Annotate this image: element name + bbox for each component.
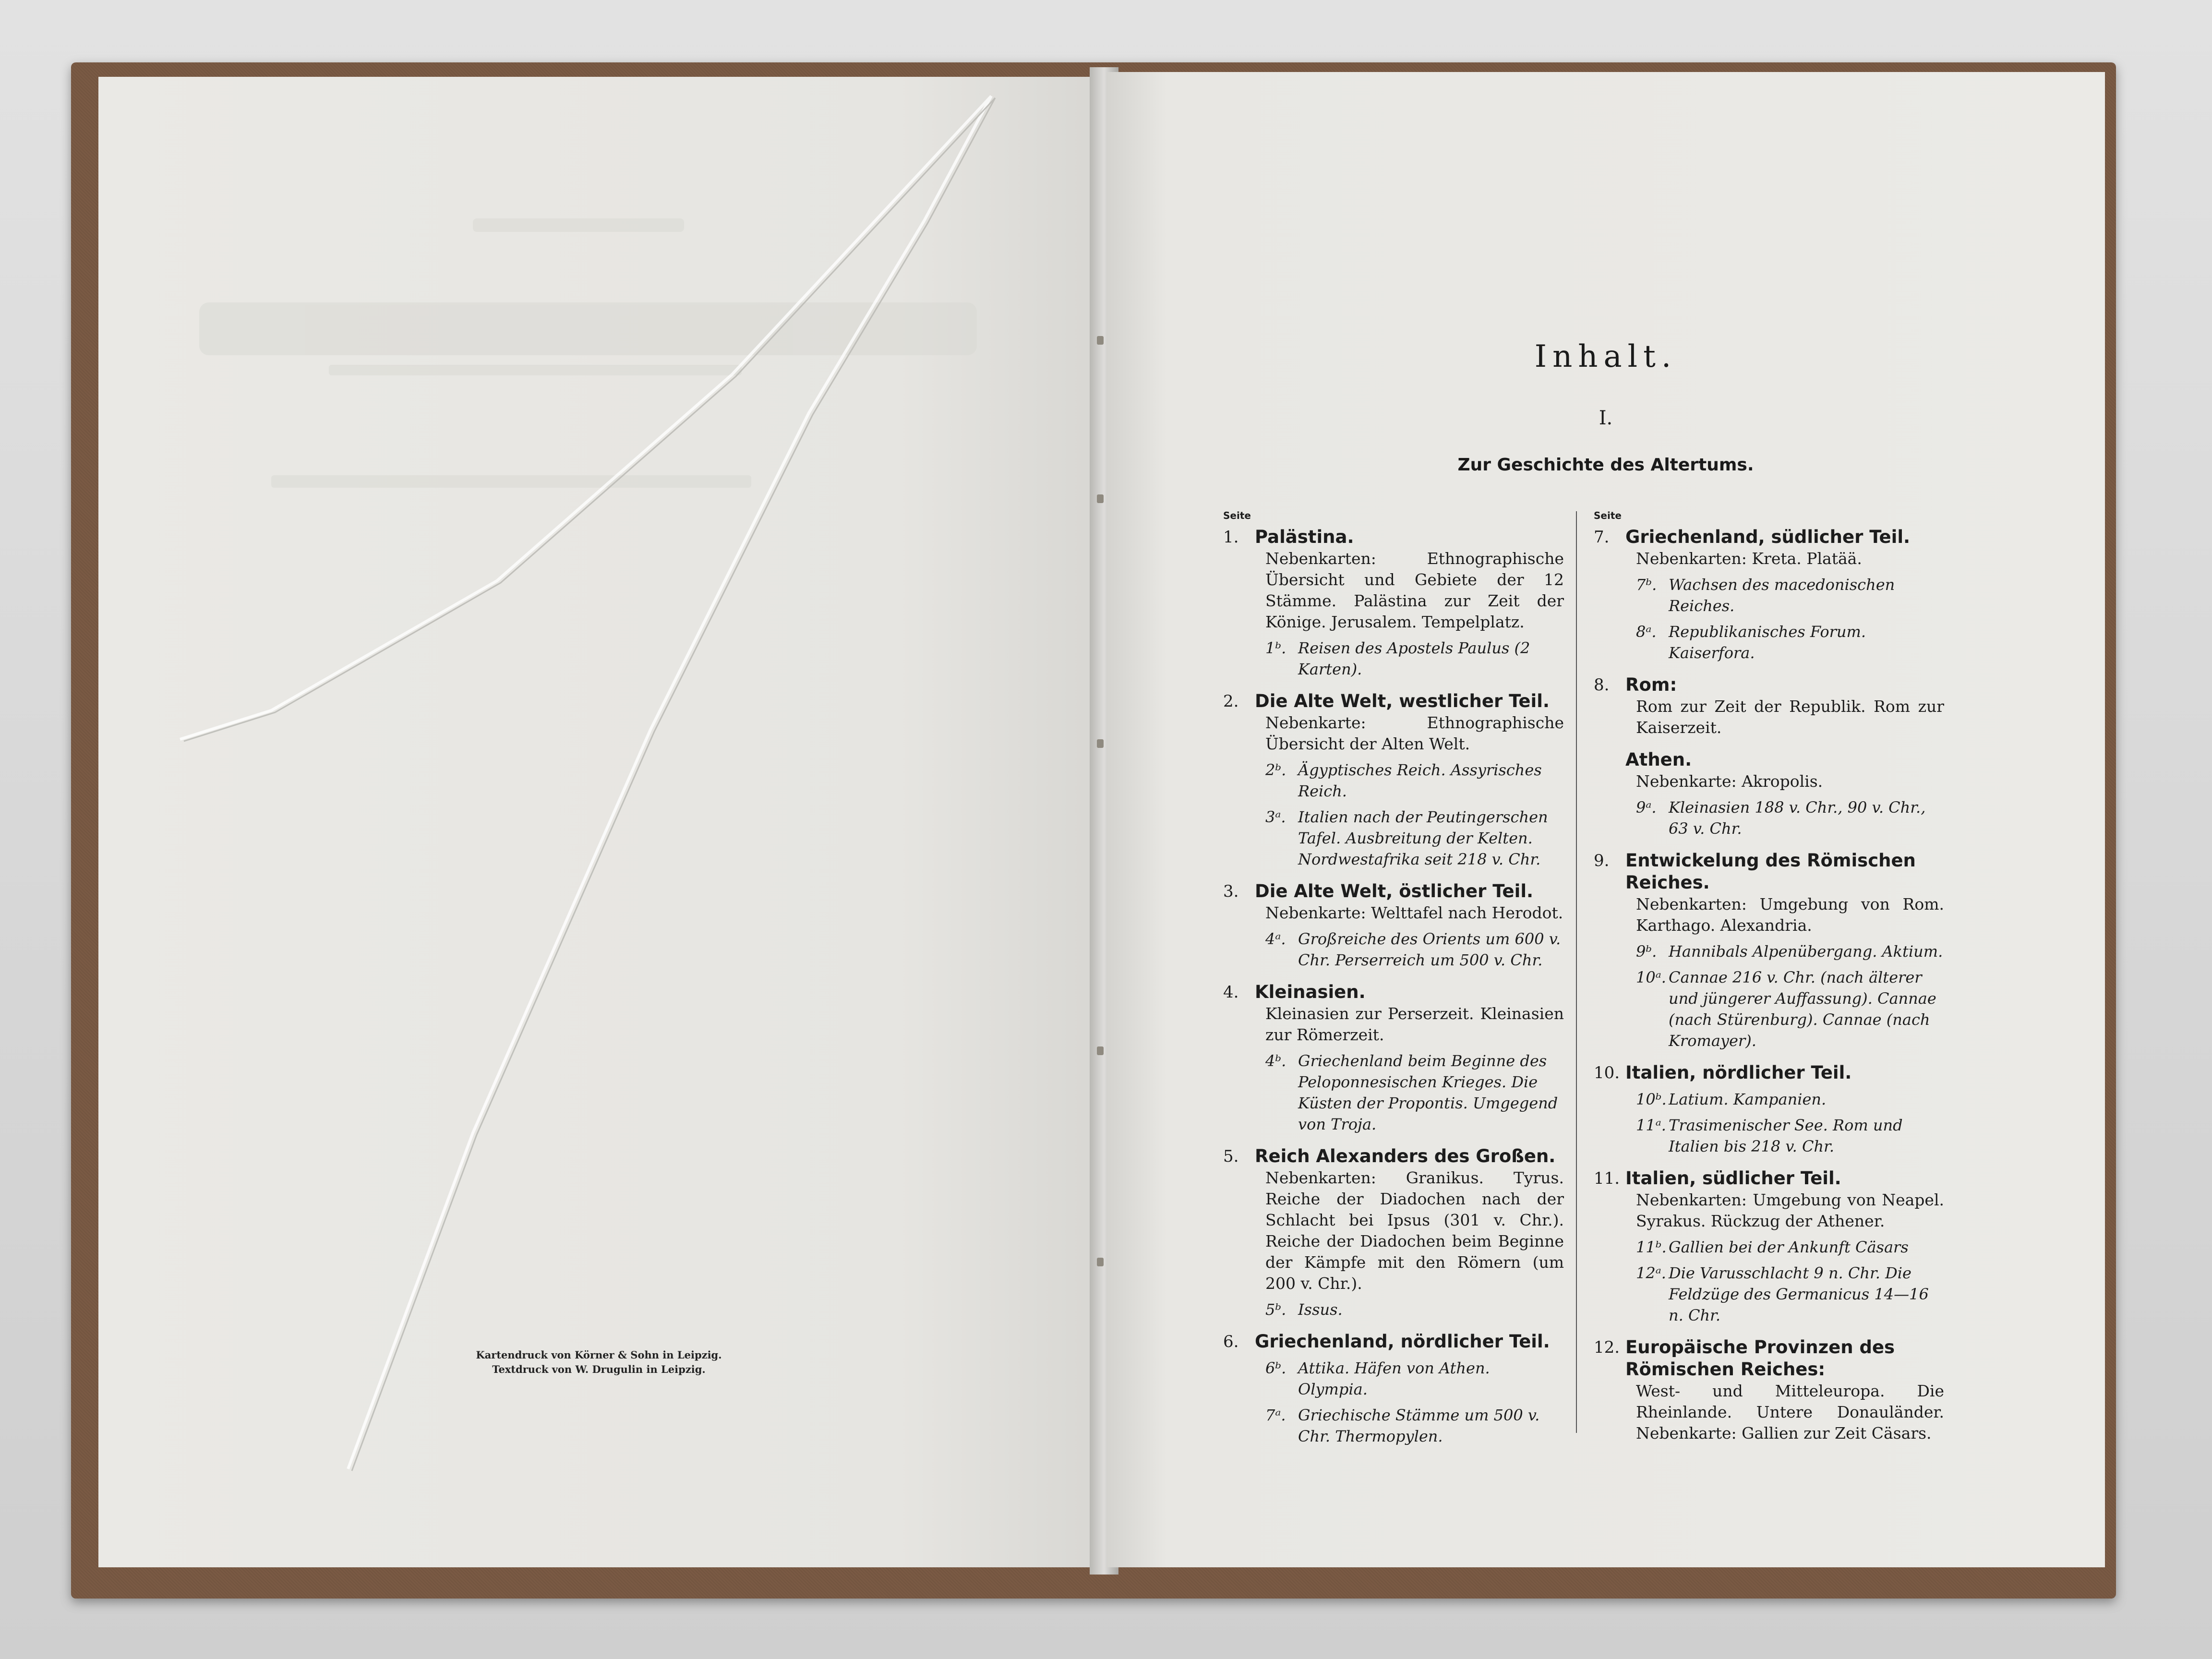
contents-entry: [1594, 749, 1944, 839]
entry-heading: [1594, 526, 1944, 548]
sub-map-number: 7ᵃ.: [1265, 1406, 1286, 1424]
right-entries: [1594, 526, 1944, 1444]
column-divider: [1576, 511, 1577, 1433]
sub-map-text: Kleinasien 188 v. Chr., 90 v. Chr., 63 v. Chr.: [1669, 798, 1926, 838]
sub-map-text: Latium. Kampanien.: [1669, 1090, 1827, 1108]
entry-number: 2.: [1223, 692, 1239, 711]
entry-number: 5.: [1223, 1147, 1239, 1166]
contents-column-left: [1223, 510, 1564, 1457]
entry-heading: [1223, 690, 1564, 712]
entry-body: Nebenkarten: Granikus. Tyrus. Reiche der Diadochen nach der Schlacht bei Ipsus (301 v. Chr.). Reiche der Diadochen beim Beginne der Kämpfe mit den Römern (um 200 v. Chr.).: [1265, 1168, 1564, 1293]
sub-map-text: Großreiche des Orients um 600 v. Chr. Perserreich um 500 v. Chr.: [1298, 930, 1561, 969]
sub-map-text: Trasimenischer See. Rom und Italien bis 218 v. Chr.: [1669, 1116, 1903, 1155]
sub-map-entry: [1594, 574, 1944, 616]
contents-entry: [1223, 526, 1564, 680]
entry-title: Griechenland, südlicher Teil.: [1625, 527, 1911, 547]
contents-entry: [1223, 880, 1564, 971]
sub-map-entry: [1223, 1358, 1564, 1400]
sub-map-text: Reisen des Apostels Paulus (2 Karten).: [1298, 639, 1530, 678]
sub-map-text: Wachsen des macedonischen Reiches.: [1669, 576, 1895, 615]
sub-map-text: Die Varusschlacht 9 n. Chr. Die Feldzüge des Germanicus 14—16 n. Chr.: [1669, 1264, 1929, 1324]
binding-thread: [1097, 494, 1104, 503]
binding-thread: [1097, 1258, 1104, 1266]
entry-body: Nebenkarte: Ethnographische Übersicht der Alten Welt.: [1265, 713, 1564, 753]
sub-map-text: Attika. Häfen von Athen. Olympia.: [1298, 1359, 1490, 1398]
entry-heading: [1594, 749, 1944, 771]
binding-thread: [1097, 336, 1104, 345]
entry-heading: [1223, 1331, 1564, 1353]
sub-map-text: Hannibals Alpenübergang. Aktium.: [1669, 942, 1943, 961]
sub-map-number: 5ᵇ.: [1265, 1300, 1286, 1319]
sub-map-number: 11ᵃ.: [1636, 1116, 1666, 1134]
entry-number: 9.: [1594, 851, 1610, 870]
entry-body: Kleinasien zur Perserzeit. Kleinasien zur Römerzeit.: [1265, 1004, 1564, 1044]
sub-map-entry: [1594, 797, 1944, 839]
entry-title: Italien, nördlicher Teil.: [1625, 1062, 1852, 1083]
sub-map-entry: [1594, 1237, 1944, 1258]
sub-map-entry: [1594, 941, 1944, 962]
entry-title: Palästina.: [1255, 527, 1354, 547]
sub-map-entry: [1223, 759, 1564, 802]
contents-entry: [1594, 1167, 1944, 1326]
contents-entry: [1223, 1145, 1564, 1320]
contents-column-right: [1594, 510, 1944, 1455]
contents-entry: [1594, 1336, 1944, 1444]
entry-title: Europäische Provinzen des Römischen Reiches:: [1625, 1337, 1895, 1380]
show-through-ghost-text: [98, 77, 1099, 1567]
contents-entry: [1594, 850, 1944, 1051]
entry-number: 7.: [1594, 528, 1610, 547]
sub-map-number: 12ᵃ.: [1636, 1264, 1666, 1282]
entry-title: Kleinasien.: [1255, 982, 1366, 1002]
entry-number: 6.: [1223, 1332, 1239, 1351]
sub-map-number: 10ᵃ.: [1636, 968, 1666, 986]
entry-heading: [1223, 880, 1564, 902]
entry-heading: [1223, 981, 1564, 1003]
entry-title: Die Alte Welt, östlicher Teil.: [1255, 881, 1534, 902]
page-crease: [98, 77, 1099, 1567]
left-entries: [1223, 526, 1564, 1447]
sub-map-number: 4ᵇ.: [1265, 1052, 1286, 1070]
sub-map-number: 8ᵃ.: [1636, 623, 1657, 641]
entry-body: Nebenkarten: Umgebung von Neapel. Syrakus. Rückzug der Athener.: [1636, 1190, 1944, 1230]
sub-map-entry: [1594, 621, 1944, 663]
sub-map-number: 9ᵇ.: [1636, 942, 1657, 961]
contents-entry: [1594, 674, 1944, 738]
sub-map-text: Issus.: [1298, 1300, 1343, 1319]
sub-map-entry: [1223, 637, 1564, 680]
sub-map-number: 4ᵃ.: [1265, 930, 1286, 948]
binding-thread: [1097, 1046, 1104, 1055]
contents-title: Inhalt.: [1534, 339, 1677, 374]
entry-body: Nebenkarten: Kreta. Platää.: [1636, 549, 1862, 568]
sub-map-number: 10ᵇ.: [1636, 1090, 1667, 1108]
entry-body: Nebenkarten: Ethnographische Übersicht und Gebiete der 12 Stämme. Palästina zur Zeit der Könige. Jerusalem. Tempelplatz.: [1265, 549, 1564, 631]
entry-heading: [1594, 1167, 1944, 1190]
entry-body: Rom zur Zeit der Republik. Rom zur Kaiserzeit.: [1636, 697, 1944, 737]
sub-map-entry: [1594, 1115, 1944, 1157]
sub-map-number: 2ᵇ.: [1265, 761, 1286, 779]
entry-title: Reich Alexanders des Großen.: [1255, 1146, 1556, 1166]
printer-note-line-1: Kartendruck von Körner & Sohn in Leipzig.: [476, 1349, 722, 1361]
contents-entry: [1594, 526, 1944, 663]
sub-map-number: 6ᵇ.: [1265, 1359, 1286, 1377]
sub-map-text: Griechische Stämme um 500 v. Chr. Thermopylen.: [1298, 1406, 1540, 1445]
entry-body: West- und Mitteleuropa. Die Rheinlande. Untere Donauländer. Nebenkarte: Gallien zur Zeit Cäsars.: [1636, 1382, 1944, 1443]
entry-body: Nebenkarten: Umgebung von Rom. Karthago. Alexandria.: [1636, 895, 1944, 935]
entry-body: Nebenkarte: Akropolis.: [1636, 772, 1823, 791]
sub-map-text: Gallien bei der Ankunft Cäsars: [1669, 1238, 1909, 1256]
entry-number: 12.: [1594, 1338, 1620, 1357]
entry-title: Entwickelung des Römischen Reiches.: [1625, 850, 1916, 893]
entry-number: 10.: [1594, 1063, 1620, 1082]
left-page: [98, 77, 1099, 1567]
sub-map-entry: [1223, 1050, 1564, 1135]
contents-entry: [1223, 690, 1564, 870]
sub-map-text: Ägyptisches Reich. Assyrisches Reich.: [1298, 761, 1542, 800]
entry-number: 8.: [1594, 675, 1610, 695]
binding-thread: [1097, 739, 1104, 748]
part-numeral: I.: [1599, 407, 1613, 429]
contents-entry: [1594, 1062, 1944, 1157]
entry-body: Nebenkarte: Welttafel nach Herodot.: [1265, 903, 1563, 922]
entry-heading: [1594, 850, 1944, 894]
sub-map-entry: [1594, 1262, 1944, 1326]
sub-map-number: 1ᵇ.: [1265, 639, 1286, 657]
sub-map-entry: [1594, 1089, 1944, 1110]
sub-map-entry: [1223, 1405, 1564, 1447]
sub-map-text: Griechenland beim Beginne des Peloponnesischen Krieges. Die Küsten der Propontis. Umgegend von Troja.: [1298, 1052, 1558, 1133]
contents-entry: [1223, 1331, 1564, 1447]
sub-map-number: 11ᵇ.: [1636, 1238, 1667, 1256]
entry-number: 4.: [1223, 983, 1239, 1002]
sub-map-number: 9ᵃ.: [1636, 798, 1657, 817]
sub-map-entry: [1594, 967, 1944, 1051]
entry-title: Italien, südlicher Teil.: [1625, 1168, 1841, 1189]
sub-map-number: 3ᵃ.: [1265, 808, 1286, 826]
entry-heading: [1223, 526, 1564, 548]
seite-label: Seite: [1594, 510, 1622, 521]
entry-number: 1.: [1223, 528, 1239, 547]
entry-title: Griechenland, nördlicher Teil.: [1255, 1331, 1550, 1352]
entry-heading: [1594, 674, 1944, 696]
entry-heading: [1594, 1062, 1944, 1084]
sub-map-entry: [1223, 806, 1564, 870]
entry-heading: [1594, 1336, 1944, 1381]
sub-map-text: Cannae 216 v. Chr. (nach älterer und jüngerer Auffassung). Cannae (nach Stürenburg). Cannae (nach Kromayer).: [1669, 968, 1936, 1050]
entry-title: Rom:: [1625, 674, 1677, 695]
part-heading: Zur Geschichte des Altertums.: [1457, 455, 1754, 475]
sub-map-entry: [1223, 1299, 1564, 1320]
printer-note-line-2: Textdruck von W. Drugulin in Leipzig.: [492, 1363, 706, 1375]
entry-number: 11.: [1594, 1169, 1620, 1188]
sub-map-entry: [1223, 928, 1564, 971]
sub-map-text: Italien nach der Peutingerschen Tafel. Ausbreitung der Kelten. Nordwestafrika seit 218 v. Chr.: [1298, 808, 1548, 868]
entry-heading: [1223, 1145, 1564, 1167]
seite-label: Seite: [1223, 510, 1251, 521]
contents-entry: [1223, 981, 1564, 1135]
sub-map-number: 7ᵇ.: [1636, 576, 1657, 594]
entry-number: 3.: [1223, 882, 1239, 901]
entry-title: Die Alte Welt, westlicher Teil.: [1255, 691, 1550, 711]
sub-map-text: Republikanisches Forum. Kaiserfora.: [1669, 623, 1866, 662]
entry-title: Athen.: [1625, 749, 1692, 770]
